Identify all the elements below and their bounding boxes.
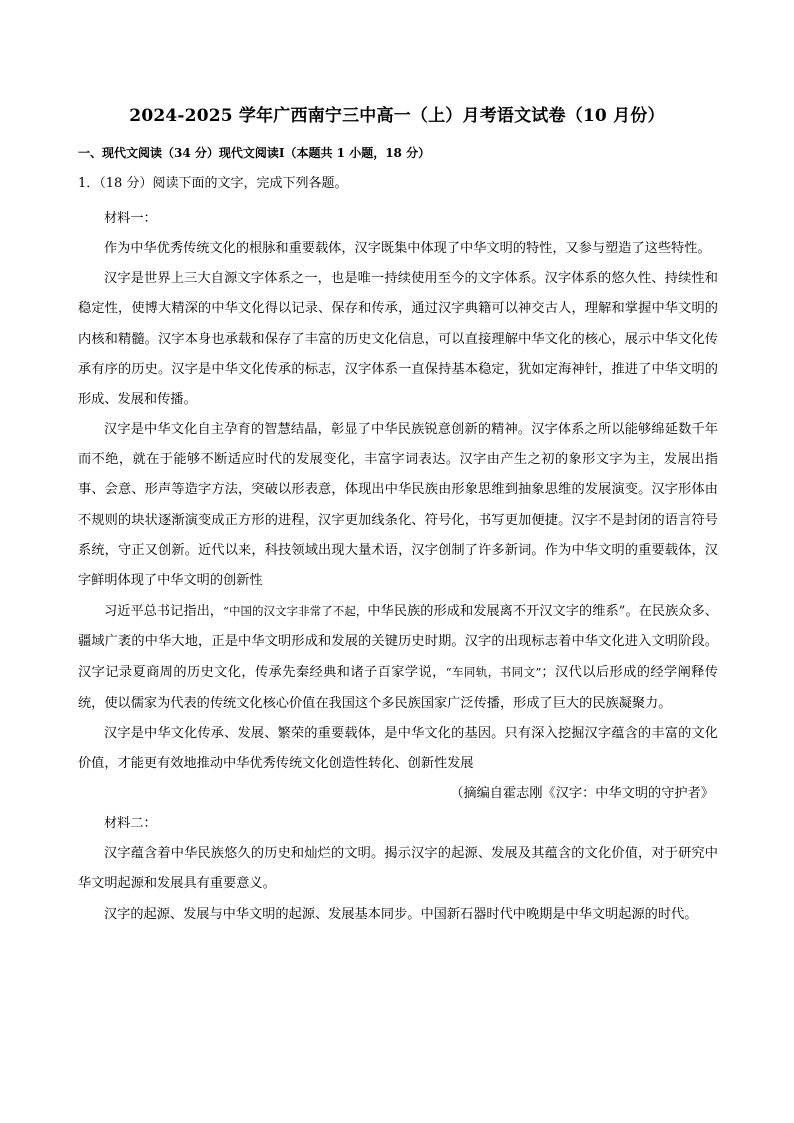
reading-passage <box>78 204 718 930</box>
material-one-paragraph-1: 作为中华优秀传统文化的根脉和重要载体，汉字既集中体现了中华文明的特性，又参与塑造了这些特性。 <box>104 241 711 257</box>
material-two-label: 材料二： <box>104 816 157 832</box>
paragraph-4-part-b: 中华民族的形成和发展离不开汉文字的维系”。在民族众多、疆域广袤的中华大地，正是中华文明形成和发展的关键历史时期。汉字的出现标志着中华文化进入文明阶段。汉字记录夏商周的历史文化，传承先秦经典和诸子百家学说， <box>78 604 718 681</box>
material-one-paragraph-2: 汉字是世界上三大自源文字体系之一，也是唯一持续使用至今的文字体系。汉字体系的悠久性、持续性和稳定性，使博大精深的中华文化得以记录、保存和传承，通过汉字典籍可以神交古人，理解和掌握中华文明的内核和精髓。汉字本身也承载和保存了丰富的历史文化信息，可以直接理解中华文化的核心，展示中华文化传承有序的历史。汉字是中华文化传承的标志，汉字体系一直保持基本稳定，犹如定海神针，推进了中华文明的形成、发展和传播。 <box>78 271 718 407</box>
material-one-paragraph-3: 汉字是中华文化自主孕育的智慧结晶，彰显了中华民族锐意创新的精神。汉字体系之所以能够绵延数千年而不绝，就在于能够不断适应时代的发展变化，丰富字词表达。汉字由产生之初的象形文字为主，发展出指事、会意、形声等造字方法，突破以形表意，体现出中华民族由形象思维到抽象思维的发展演变。汉字形体由不规则的块状逐渐演变成正方形的进程，汉字更加线条化、符号化，书写更加便捷。汉字不是封闭的语言符号系统，守正又创新。近代以来，科技领域出现大量术语，汉字创制了许多新词。作为中华文明的重要载体，汉字鲜明体现了中华文明的创新性 <box>78 422 718 588</box>
material-one-label: 材料一： <box>104 211 157 226</box>
paragraph-4-quote-2: “车同轨，书同文” <box>445 665 542 680</box>
material-one-source: （摘编自霍志刚《汉字：中华文明的守护者》 <box>450 785 714 801</box>
material-one-paragraph-4 <box>78 596 718 719</box>
page-title: 2024-2025 学年广西南宁三中高一（上）月考语文试卷（10 月份） <box>129 106 665 126</box>
section-heading: 一、现代文阅读（34 分）现代文阅读Ⅰ（本题共 1 小题，18 分） <box>78 146 431 160</box>
question-heading: 1．（18 分）阅读下面的文字，完成下列各题。 <box>78 176 348 191</box>
material-two-paragraph-1: 汉字蕴含着中华民族悠久的历史和灿烂的文明。揭示汉字的起源、发展及其蕴含的文化价值，对于研究中华文明起源和发展具有重要意义。 <box>78 846 718 892</box>
material-two-paragraph-2: 汉字的起源、发展与中华文明的起源、发展基本同步。中国新石器时代中晚期是中华文明起源的时代。 <box>104 906 698 922</box>
paragraph-4-part-c: ；汉代以后形成的经学阐释传统，使以儒家为代表的传统文化核心价值在我国这个多民族国家广泛传播，形成了巨大的民族凝聚力。 <box>78 665 718 711</box>
material-one-paragraph-5: 汉字是中华文化传承、发展、繁荣的重要载体，是中华文化的基因。只有深入挖掘汉字蕴含的丰富的文化价值，才能更有效地推动中华优秀传统文化创造性转化、创新性发展 <box>78 725 718 771</box>
paragraph-4-part-a: 习近平总书记指出， <box>104 604 224 620</box>
paragraph-4-quote: “中国的汉文字非常了不起， <box>223 604 368 619</box>
